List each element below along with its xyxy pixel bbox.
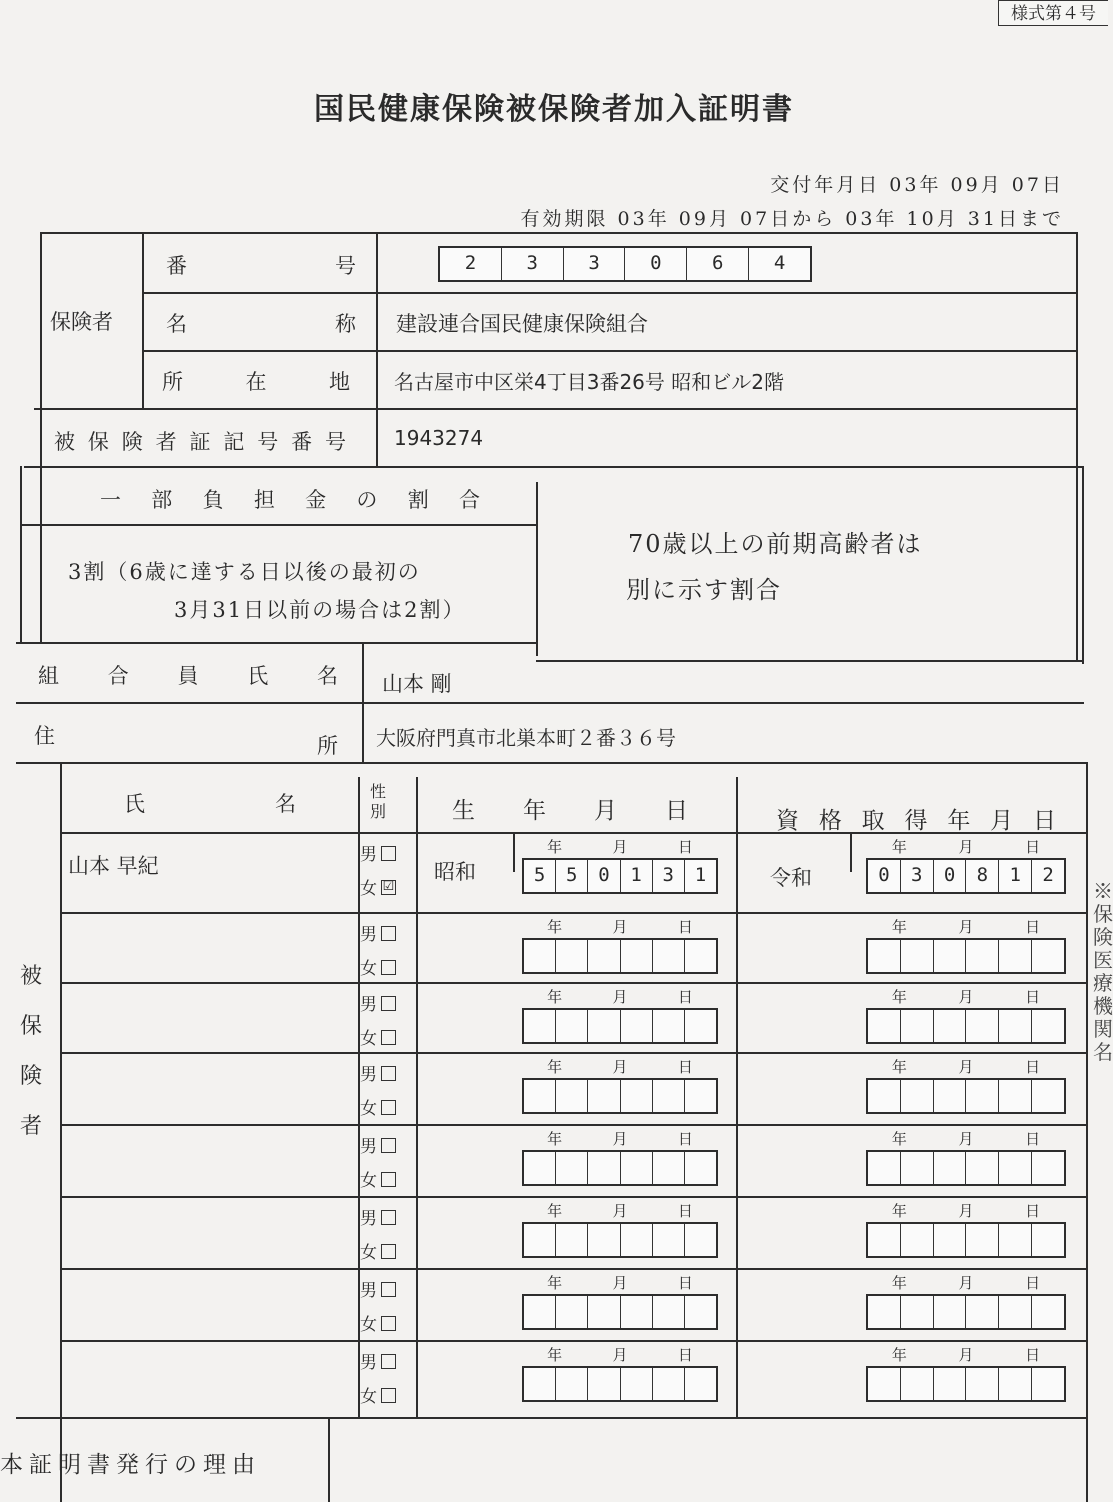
male-option[interactable]: 男: [360, 1204, 396, 1229]
birth-date-digit-boxes[interactable]: [522, 1222, 718, 1258]
female-option[interactable]: 女: [360, 1166, 396, 1191]
birth-date-digit-boxes[interactable]: [522, 1366, 718, 1402]
birth-date-digit-boxes[interactable]: [522, 1150, 718, 1186]
birth-date-ymd-labels: 年 月 日: [547, 918, 693, 936]
female-checkbox[interactable]: [381, 960, 396, 975]
address-label: 住 所: [34, 724, 338, 758]
female-checkbox[interactable]: [381, 1244, 396, 1259]
female-option[interactable]: 女: [360, 1024, 396, 1049]
male-checkbox[interactable]: [381, 926, 396, 941]
birth-date-ymd-labels: 年 月 日: [547, 1130, 693, 1148]
qualify-date-ymd-labels: 年 月 日: [891, 1346, 1041, 1364]
insurer-number-boxes: 2 3 3 0 6 4: [438, 246, 812, 282]
male-option[interactable]: 男: [360, 1132, 396, 1157]
qualify-date-ymd-labels: 年 月 日: [891, 1202, 1041, 1220]
birth-date-ymd-labels: 年 月 日: [547, 1058, 693, 1076]
birth-date-ymd-labels: 年 月 日: [547, 988, 693, 1006]
document-title: 国民健康保険被保険者加入証明書: [314, 92, 794, 127]
member-name: 山本 剛: [382, 672, 452, 696]
male-checkbox[interactable]: [381, 1066, 396, 1081]
male-checkbox[interactable]: [381, 1354, 396, 1369]
insurer-address-label: 所 在 地: [162, 370, 350, 394]
insured-section-label: 被保険者: [20, 964, 43, 1139]
male-option[interactable]: 男: [360, 1060, 396, 1085]
qualify-date-ymd-labels: 年 月 日: [891, 988, 1041, 1006]
validity-period: 有効期限 03年 09月 07日から 03年 10月 31日まで: [520, 208, 1064, 230]
insurer-name-label: 名 称: [166, 312, 356, 336]
male-option[interactable]: 男: [360, 840, 396, 865]
issue-date: 交付年月日 03年 09月 07日: [770, 174, 1064, 196]
birth-date-digit-boxes[interactable]: [522, 1078, 718, 1114]
female-option[interactable]: 女: [360, 1238, 396, 1263]
insurer-name: 建設連合国民健康保険組合: [396, 312, 648, 336]
birth-date-digit-boxes[interactable]: [522, 1008, 718, 1044]
col-birth-header: 生 年 月 日: [452, 798, 688, 824]
birth-date-ymd-labels: 年 月 日: [547, 1274, 693, 1292]
birth-date-ymd-labels: 年 月 日: [547, 838, 693, 856]
copay-line2: 3月31日以前の場合は2割）: [174, 598, 466, 622]
insured-name: 山本 早紀: [68, 854, 159, 878]
qualify-date-ymd-labels: 年 月 日: [891, 1130, 1041, 1148]
certificate-table: [0, 232, 1082, 1492]
female-option[interactable]: 女: [360, 1094, 396, 1119]
qualify-date-digit-boxes[interactable]: [866, 1294, 1066, 1330]
issue-date-label: 交付年月日: [770, 174, 881, 196]
female-checkbox[interactable]: [381, 1100, 396, 1115]
insurer-address: 名古屋市中区栄4丁目3番26号 昭和ビル2階: [394, 370, 784, 394]
qualify-date-digit-boxes[interactable]: [866, 1222, 1066, 1258]
insurer-number-label: 番 号: [166, 254, 356, 278]
male-checkbox[interactable]: [381, 1210, 396, 1225]
male-option[interactable]: 男: [360, 990, 396, 1015]
birth-date-ymd-labels: 年 月 日: [547, 1346, 693, 1364]
female-option[interactable]: 女: [360, 954, 396, 979]
birth-date-ymd-labels: 年 月 日: [547, 1202, 693, 1220]
female-checkbox[interactable]: [381, 1316, 396, 1331]
qualify-date-digit-boxes[interactable]: [866, 1150, 1066, 1186]
qualify-date-digit-boxes[interactable]: [866, 1366, 1066, 1402]
qualify-date-digit-boxes[interactable]: [866, 938, 1066, 974]
col-sex-header: 性別: [370, 782, 387, 821]
form-number: 様式第４号: [998, 0, 1108, 26]
validity-label: 有効期限: [520, 208, 609, 230]
male-checkbox[interactable]: [381, 1282, 396, 1297]
qualify-date-digit-boxes[interactable]: [866, 1078, 1066, 1114]
male-option[interactable]: 男: [360, 920, 396, 945]
female-checkbox[interactable]: [381, 1172, 396, 1187]
card-number-label: 被 保 険 者 証 記 号 番 号: [54, 430, 346, 454]
insurer-section-label: 保険者: [50, 310, 113, 334]
qualify-date-digit-boxes[interactable]: [866, 1008, 1066, 1044]
qualify-date-ymd-labels: 年 月 日: [891, 1058, 1041, 1076]
birth-date-digit-boxes[interactable]: [522, 938, 718, 974]
qualify-date-digit-boxes[interactable]: 0 3 0 8 1 2: [866, 858, 1066, 894]
female-checkbox[interactable]: [381, 1030, 396, 1045]
female-option[interactable]: 女: [360, 1310, 396, 1335]
copay-header: 一 部 負 担 金 の 割 合: [100, 488, 480, 512]
qualify-era: 令和: [770, 866, 812, 890]
member-name-label: 組 合 員 氏 名: [38, 664, 338, 688]
margin-note: ※保険医療機関名: [1093, 879, 1113, 1064]
qualify-date-ymd-labels: 年 月 日: [891, 1274, 1041, 1292]
col-qualify-header: 資 格 取 得 年 月 日: [776, 808, 1056, 834]
birth-date-digit-boxes[interactable]: [522, 1294, 718, 1330]
qualify-date-ymd-labels: 年 月 日: [891, 918, 1041, 936]
birth-date-digit-boxes[interactable]: 5 5 0 1 3 1: [522, 858, 718, 894]
female-option[interactable]: 女 ☑: [360, 879, 395, 899]
card-number: 1943274: [394, 426, 484, 450]
female-checkbox[interactable]: ☑: [382, 879, 395, 894]
male-checkbox[interactable]: [381, 996, 396, 1011]
qualify-date-ymd-labels: 年 月 日: [891, 838, 1041, 856]
col-name-header: 氏 名: [124, 792, 296, 816]
copay-line1: 3割（6歳に達する日以後の最初の: [68, 560, 421, 584]
elderly-copay-line1: 70歳以上の前期高齢者は: [628, 530, 923, 558]
elderly-copay-line2: 別に示す割合: [626, 576, 782, 604]
issue-reason-label: 本証明書発行の理由: [0, 1452, 261, 1478]
birth-era: 昭和: [434, 860, 476, 884]
male-option[interactable]: 男: [360, 1276, 396, 1301]
male-checkbox[interactable]: [381, 846, 396, 861]
address-value: 大阪府門真市北巣本町２番３６号: [376, 726, 676, 750]
female-option[interactable]: 女: [360, 1382, 396, 1407]
male-option[interactable]: 男: [360, 1348, 396, 1373]
male-checkbox[interactable]: [381, 1138, 396, 1153]
female-checkbox[interactable]: [381, 1388, 396, 1403]
